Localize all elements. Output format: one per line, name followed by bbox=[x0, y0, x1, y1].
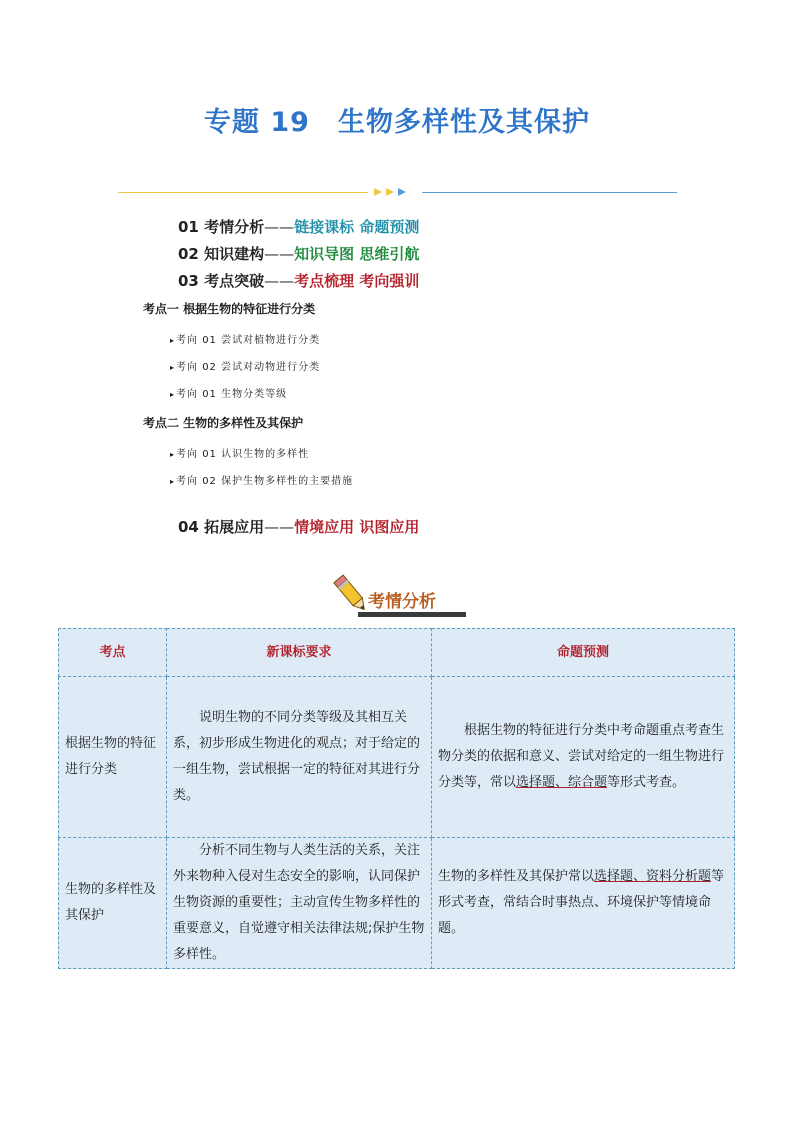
toc-sub-b: 识图应用 bbox=[359, 518, 420, 536]
toc-sub-a: 链接课标 bbox=[294, 218, 355, 236]
triangle-bullet-icon: ▸ bbox=[170, 363, 176, 372]
toc-sub-b: 考向强训 bbox=[359, 272, 420, 290]
kaoxiang-item[interactable] bbox=[170, 331, 320, 346]
toc-item-03[interactable] bbox=[178, 270, 419, 291]
kaodian-2-heading[interactable]: 考点二 生物的多样性及其保护 bbox=[143, 416, 304, 430]
exam-analysis-table bbox=[58, 628, 735, 969]
table-header-cell: 命题预测 bbox=[432, 629, 735, 677]
table-header-cell: 新课标要求 bbox=[167, 629, 432, 677]
triangle-bullet-icon: ▸ bbox=[170, 450, 176, 459]
forecast-question-types: 选择题、综合题 bbox=[516, 775, 608, 790]
kaoxiang-item[interactable] bbox=[170, 472, 353, 487]
kaoxiang-item[interactable] bbox=[170, 358, 320, 373]
title-prefix: 专题 19 bbox=[204, 107, 310, 138]
kaoxiang-label: 考向 01 生物分类等级 bbox=[176, 389, 288, 400]
toc-num: 03 考点突破 bbox=[178, 272, 265, 290]
forecast-cell bbox=[432, 838, 735, 969]
kaoxiang-label: 考向 02 保护生物多样性的主要措施 bbox=[176, 476, 354, 487]
topic-cell: 根据生物的特征进行分类 bbox=[59, 677, 167, 838]
toc-sub-a: 情境应用 bbox=[294, 518, 355, 536]
triangle-bullet-icon: ▸ bbox=[170, 477, 176, 486]
banner-underline bbox=[358, 612, 466, 617]
kaodian-1-heading[interactable]: 考点一 根据生物的特征进行分类 bbox=[143, 302, 316, 316]
toc-dash: —— bbox=[264, 272, 295, 290]
forecast-cell bbox=[432, 677, 735, 838]
section-banner bbox=[330, 572, 470, 618]
kaoxiang-label: 考向 02 尝试对动物进行分类 bbox=[176, 362, 321, 373]
topic-cell: 生物的多样性及其保护 bbox=[59, 838, 167, 969]
toc-num: 04 拓展应用 bbox=[178, 518, 265, 536]
triangle-bullet-icon: ▸ bbox=[170, 390, 176, 399]
forecast-text: 根据生物的特征进行分类中考命题重点考查生物分类的依据和意义、尝试对给定的一组生物进行分类等，常以 bbox=[438, 723, 725, 790]
toc-item-01[interactable] bbox=[178, 216, 419, 237]
page-title bbox=[0, 100, 794, 139]
toc-dash: —— bbox=[264, 218, 295, 236]
requirement-cell: 分析不同生物与人类生活的关系，关注外来物种入侵对生态安全的影响，认同保护生物资源的重要性；主动宣传生物多样性的重要意义，自觉遵守相关法律法规;保护生物多样性。 bbox=[167, 838, 432, 969]
forecast-text: 生物的多样性及其保护常以 bbox=[438, 869, 595, 884]
kaoxiang-item[interactable] bbox=[170, 385, 287, 400]
toc-num: 02 知识建构 bbox=[178, 245, 265, 263]
banner-label: 考情分析 bbox=[368, 592, 436, 612]
forecast-question-types: 选择题、资料分析题 bbox=[594, 869, 712, 884]
forecast-text: 等形式考查。 bbox=[607, 775, 686, 790]
divider-right bbox=[422, 192, 677, 193]
toc-item-04[interactable] bbox=[178, 516, 419, 537]
toc-sub-a: 考点梳理 bbox=[294, 272, 355, 290]
kaoxiang-label: 考向 01 认识生物的多样性 bbox=[176, 449, 310, 460]
table-row bbox=[59, 677, 735, 838]
toc-dash: —— bbox=[264, 518, 295, 536]
table-header-cell: 考点 bbox=[59, 629, 167, 677]
toc-sub-a: 知识导图 bbox=[294, 245, 355, 263]
forecast-text: 等形式考查，常结合时事热点、环境保护等情境命题。 bbox=[438, 869, 725, 936]
toc-dash: —— bbox=[264, 245, 295, 263]
divider-arrows-icon bbox=[370, 186, 420, 198]
requirement-cell: 说明生物的不同分类等级及其相互关系，初步形成生物进化的观点；对于给定的一组生物，尝试根据一定的特征对其进行分类。 bbox=[167, 677, 432, 838]
title-main: 生物多样性及其保护 bbox=[337, 107, 590, 138]
table-header-row bbox=[59, 629, 735, 677]
toc-sub-b: 思维引航 bbox=[359, 245, 420, 263]
table-row bbox=[59, 838, 735, 969]
toc-item-02[interactable] bbox=[178, 243, 419, 264]
kaoxiang-label: 考向 01 尝试对植物进行分类 bbox=[176, 335, 321, 346]
toc-sub-b: 命题预测 bbox=[359, 218, 420, 236]
triangle-bullet-icon: ▸ bbox=[170, 336, 176, 345]
divider-left bbox=[118, 192, 368, 193]
kaoxiang-item[interactable] bbox=[170, 445, 309, 460]
toc-num: 01 考情分析 bbox=[178, 218, 265, 236]
